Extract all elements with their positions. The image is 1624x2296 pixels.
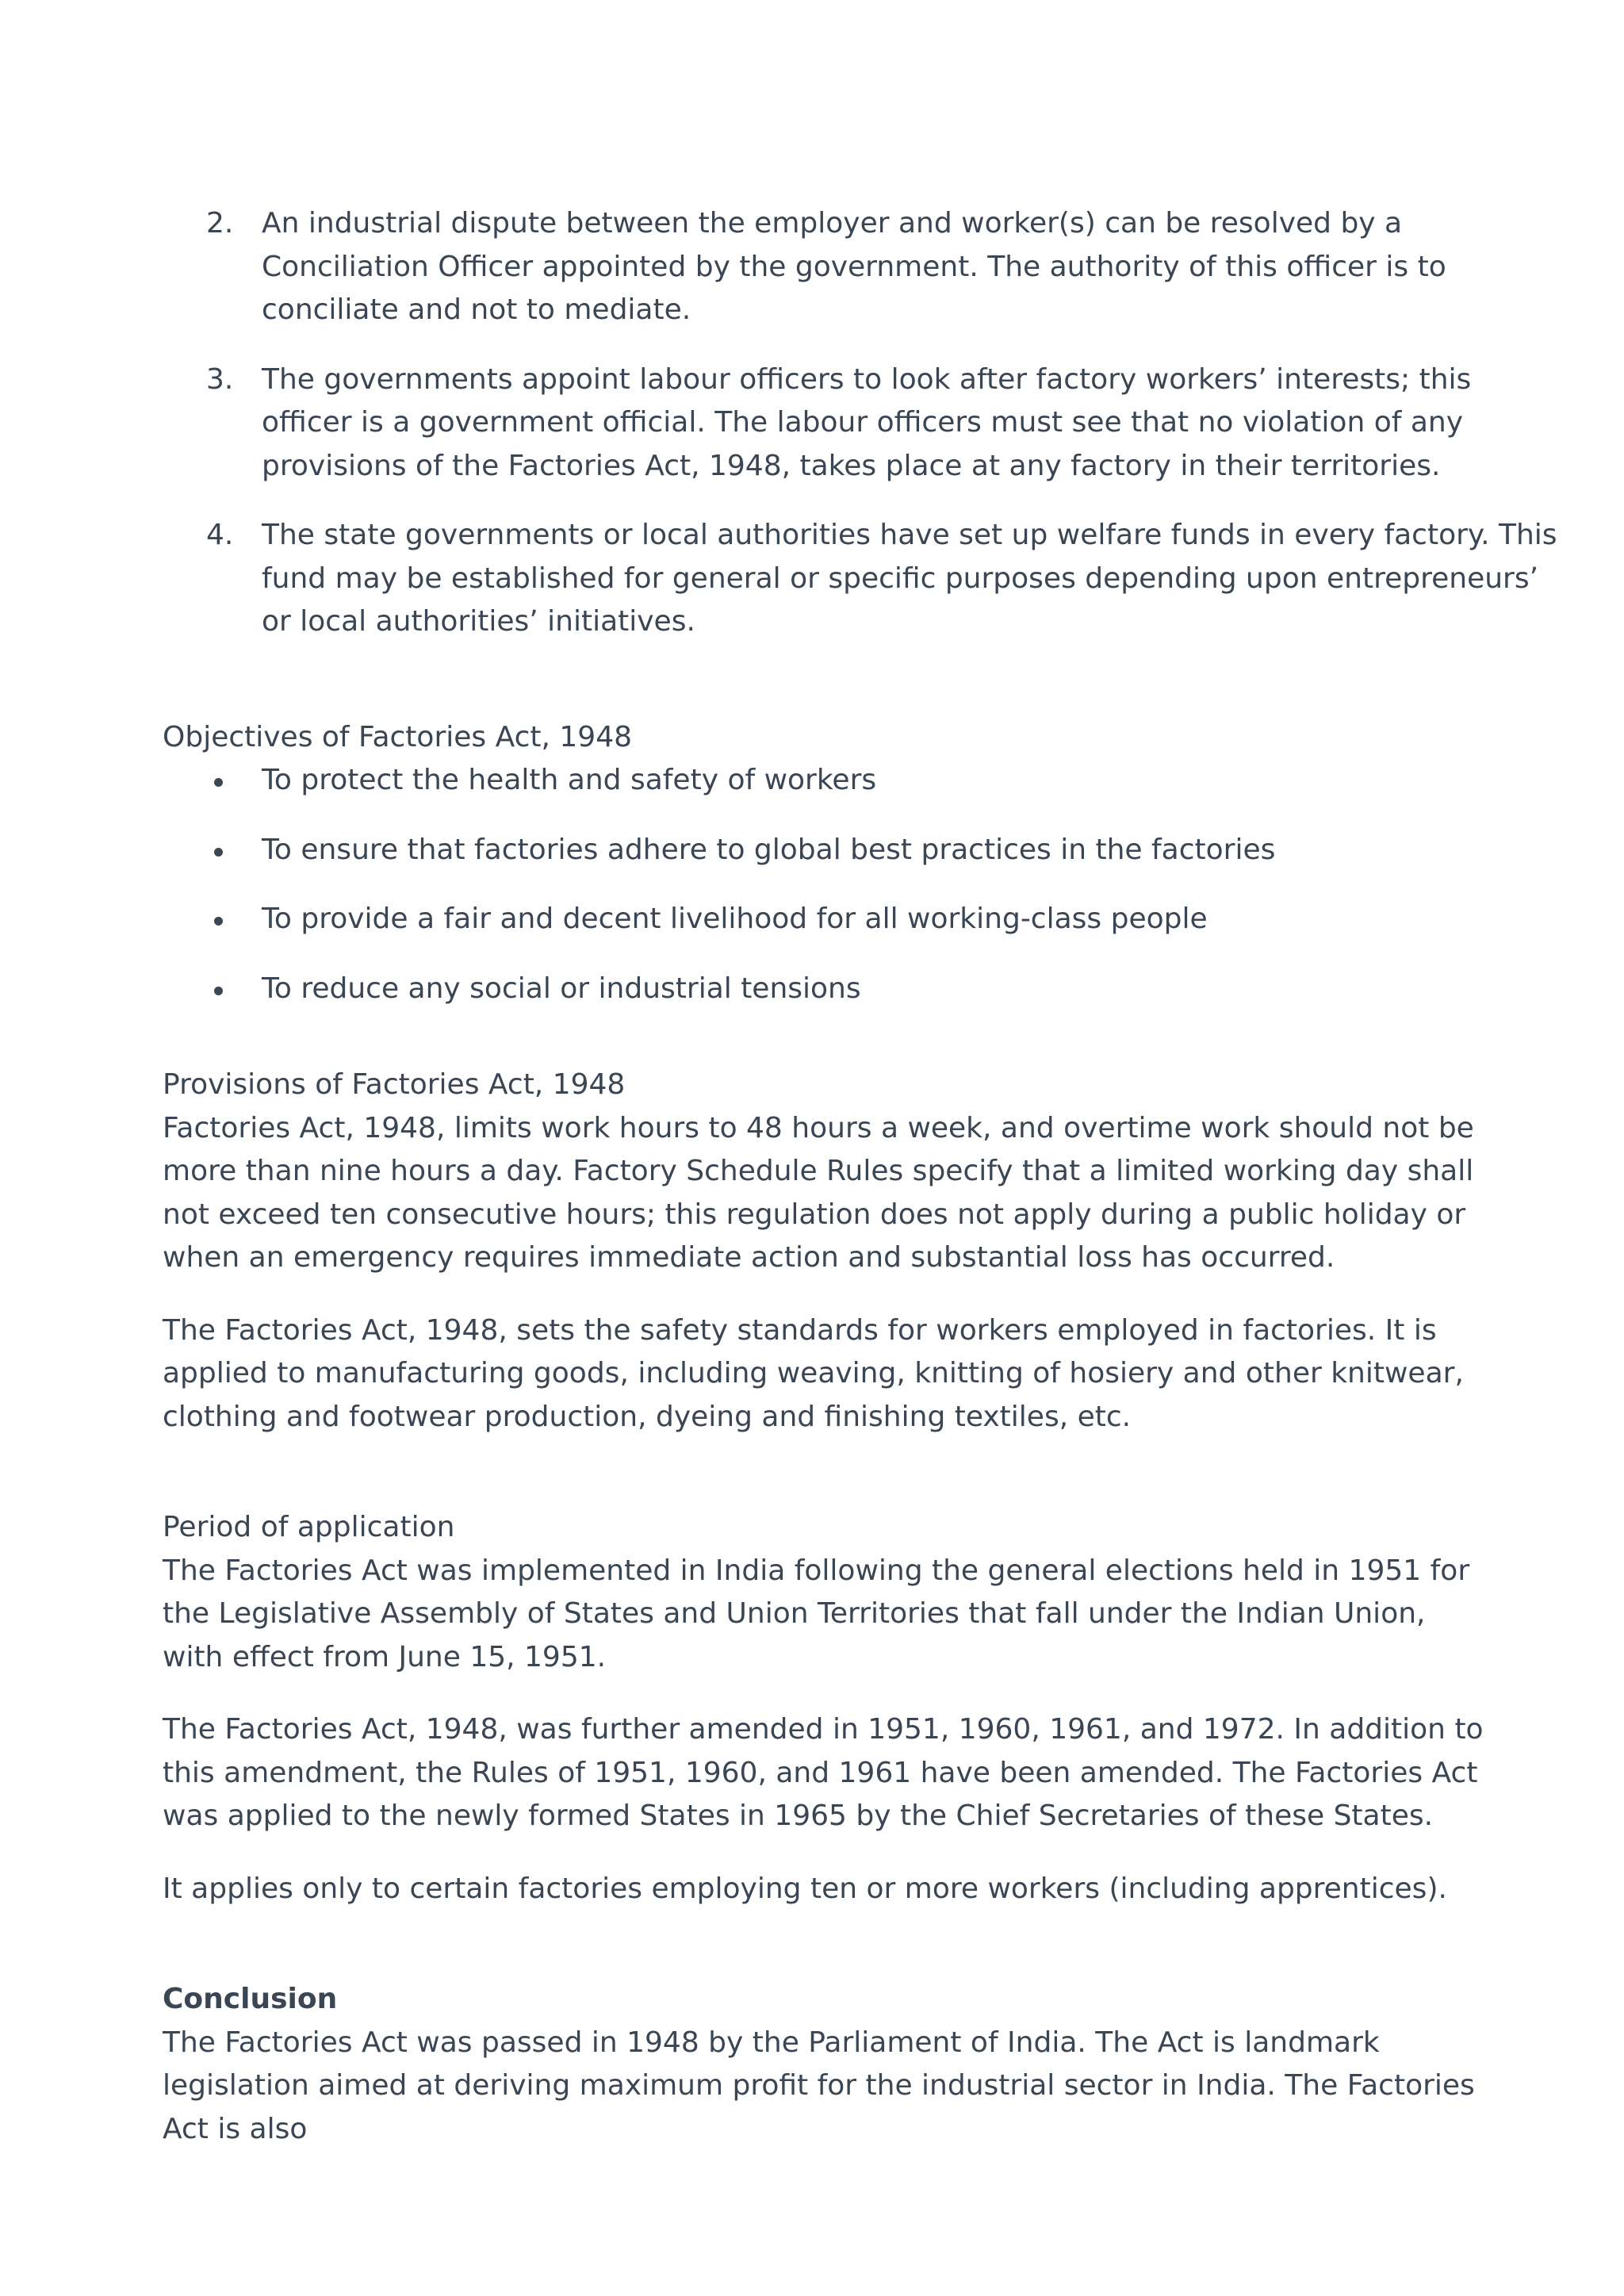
provisions-paragraph: Factories Act, 1948, limits work hours to 48 hours a week, and overtime work should not be more than nine hours a day. Factory Schedule Rules specify that a limited working day shall not exceed ten consecutive hours; this regulation does not apply during a public holiday or when an emergency requires immediate action and substantial loss has occurred. bbox=[163, 1111, 1474, 1274]
list-item bbox=[163, 898, 1495, 941]
list-item bbox=[163, 968, 1495, 1011]
period-heading: Period of application bbox=[163, 1511, 455, 1543]
objectives-heading: Objectives of Factories Act, 1948 bbox=[163, 720, 632, 753]
conclusion-heading: Conclusion bbox=[163, 1983, 338, 2015]
bullet-icon bbox=[214, 987, 223, 995]
list-item-text: To ensure that factories adhere to global best practices in the factories bbox=[262, 833, 1276, 866]
period-paragraph: The Factories Act was implemented in India following the general elections held in 1951 for the Legislative Assembly of States and Union Territories that fall under the Indian Union, with effect from June 15, 1951. bbox=[163, 1554, 1470, 1673]
list-item-text: To protect the health and safety of workers bbox=[262, 764, 877, 796]
list-item bbox=[163, 514, 1570, 644]
list-item bbox=[163, 202, 1495, 332]
list-item bbox=[163, 759, 1495, 803]
list-item bbox=[163, 358, 1503, 489]
list-item bbox=[163, 829, 1495, 872]
list-item-number: 2. bbox=[206, 207, 234, 240]
provisions-paragraph: The Factories Act, 1948, sets the safety standards for workers employed in factories. It is applied to manufacturing goods, including weaving, knitting of hosiery and other knitwear, clothing and footwear production, dyeing and finishing textiles, etc. bbox=[163, 1313, 1464, 1433]
list-item-text: An industrial dispute between the employer and worker(s) can be resolved by a Conciliation Officer appointed by the government. The authority of this officer is to conciliate and not to mediate. bbox=[262, 207, 1446, 326]
list-item-text: To reduce any social or industrial tensions bbox=[262, 972, 861, 1005]
bullet-icon bbox=[214, 778, 223, 787]
document-page bbox=[163, 202, 1557, 2151]
list-item-text: The governments appoint labour officers to look after factory workers’ interests; this officer is a government official. The labour officers must see that no violation of any provisions of the Factories Act, 1948, takes place at any factory in their territories. bbox=[262, 362, 1472, 482]
objectives-list bbox=[163, 759, 1495, 1010]
list-item-text: To provide a fair and decent livelihood for all working-class people bbox=[262, 903, 1208, 935]
provisions-heading: Provisions of Factories Act, 1948 bbox=[163, 1068, 626, 1101]
bullet-icon bbox=[214, 848, 223, 857]
period-paragraph: The Factories Act, 1948, was further amended in 1951, 1960, 1961, and 1972. In addition to this amendment, the Rules of 1951, 1960, and 1961 have been amended. The Factories Act was applied to the newly formed States in 1965 by the Chief Secretaries of these States. bbox=[163, 1713, 1484, 1832]
list-item-number: 3. bbox=[206, 362, 234, 396]
conclusion-paragraph: The Factories Act was passed in 1948 by the Parliament of India. The Act is landmark legislation aimed at deriving maximum profit for the industrial sector in India. The Factories Act is also bbox=[163, 2026, 1475, 2145]
list-item-number: 4. bbox=[206, 519, 234, 551]
bullet-icon bbox=[214, 917, 223, 926]
numbered-list bbox=[163, 202, 1557, 644]
period-paragraph: It applies only to certain factories employing ten or more workers (including apprentices). bbox=[163, 1872, 1447, 1905]
list-item-text: The state governments or local authorities have set up welfare funds in every factory. This fund may be established for general or specific purposes depending upon entrepreneurs’ or local authorities’ initiatives. bbox=[262, 519, 1557, 638]
